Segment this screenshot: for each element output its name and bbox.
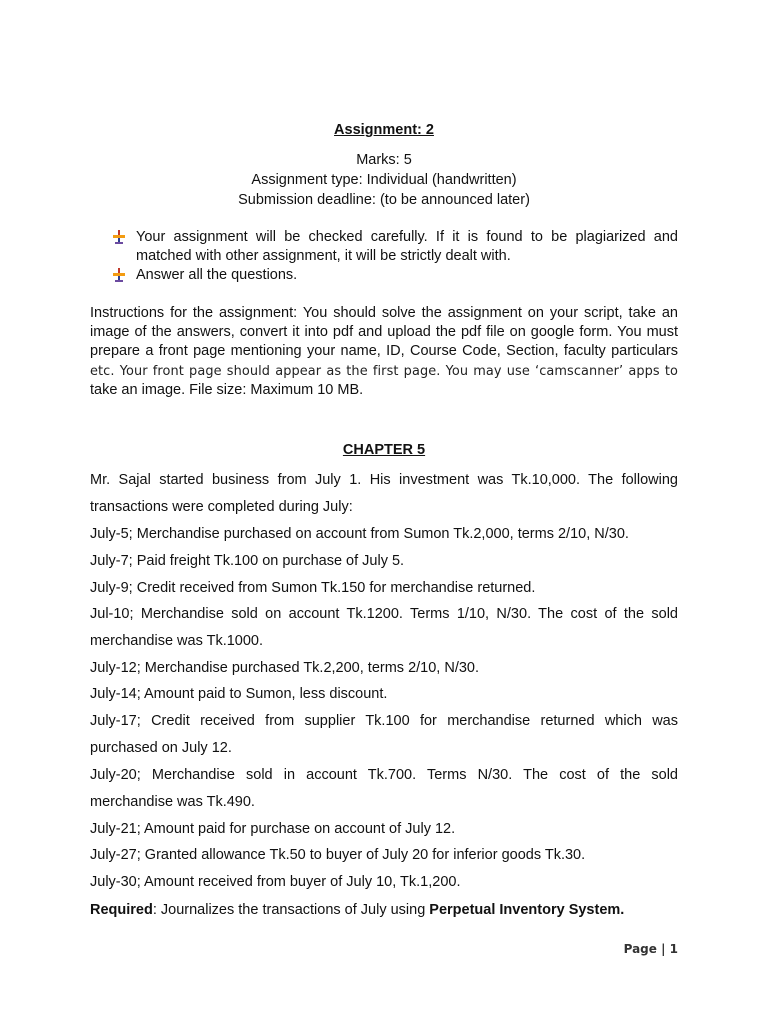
pushpin-icon [112, 230, 126, 244]
notice-bullet-list [112, 228, 678, 285]
page-number: Page | 1 [623, 942, 678, 956]
instructions-part-3: take an image. File size: Maximum 10 MB. [90, 381, 364, 398]
transaction-line: July-14; Amount paid to Sumon, less discount. [90, 686, 388, 702]
chapter-intro: Mr. Sajal started business from July 1. His investment was Tk.10,000. The following transactions were completed during July: [90, 472, 678, 515]
instructions-part-2: etc. Your front page should appear as the first page. You may use ‘camscanner’ apps to [90, 363, 678, 379]
bullet-text: Your assignment will be checked carefully. If it is found to be plagiarized and matched with other assignment, it will be strictly dealt with. [136, 229, 678, 264]
instructions-paragraph [90, 304, 678, 400]
transaction-line: July-21; Amount paid for purchase on account of July 12. [90, 821, 456, 837]
transaction-line: July-17; Credit received from supplier Tk.100 for merchandise returned which was purchased on July 12. [90, 713, 678, 756]
assignment-type-line: Assignment type: Individual (handwritten) [251, 172, 517, 188]
required-text: : Journalizes the transactions of July using [152, 902, 430, 918]
pushpin-icon [112, 268, 126, 282]
transaction-line: July-7; Paid freight Tk.100 on purchase of July 5. [90, 553, 405, 569]
required-instruction [90, 897, 678, 924]
transaction-line: July-30; Amount received from buyer of July 10, Tk.1,200. [90, 874, 461, 890]
transaction-line: July-9; Credit received from Sumon Tk.150 for merchandise returned. [90, 580, 536, 596]
instructions-part-1: Instructions for the assignment: You should solve the assignment on your script, take an image of the answers, convert it into pdf and upload the pdf file on google form. You must prepare a front page mentioning your name, ID, Course Code, Section, faculty particulars [90, 305, 678, 360]
transaction-line: July-27; Granted allowance Tk.50 to buyer of July 20 for inferior goods Tk.30. [90, 847, 586, 863]
transaction-line: July-12; Merchandise purchased Tk.2,200, terms 2/10, N/30. [90, 660, 480, 676]
required-label: Required [90, 902, 153, 918]
marks-line: Marks: 5 [356, 152, 412, 168]
chapter-heading: CHAPTER 5 [342, 442, 426, 458]
transaction-line: July-5; Merchandise purchased on account from Sumon Tk.2,000, terms 2/10, N/30. [90, 526, 629, 542]
list-item [112, 228, 678, 266]
bullet-text: Answer all the questions. [136, 267, 298, 283]
transaction-line: July-20; Merchandise sold in account Tk.700. Terms N/30. The cost of the sold merchandise was Tk.490. [90, 767, 678, 810]
list-item [112, 266, 678, 285]
assignment-title: Assignment: 2 [334, 122, 434, 138]
submission-deadline-line: Submission deadline: (to be announced later) [238, 192, 530, 208]
transaction-line: Jul-10; Merchandise sold on account Tk.1200. Terms 1/10, N/30. The cost of the sold merchandise was Tk.1000. [90, 606, 678, 649]
required-emphasis: Perpetual Inventory System. [429, 902, 625, 918]
